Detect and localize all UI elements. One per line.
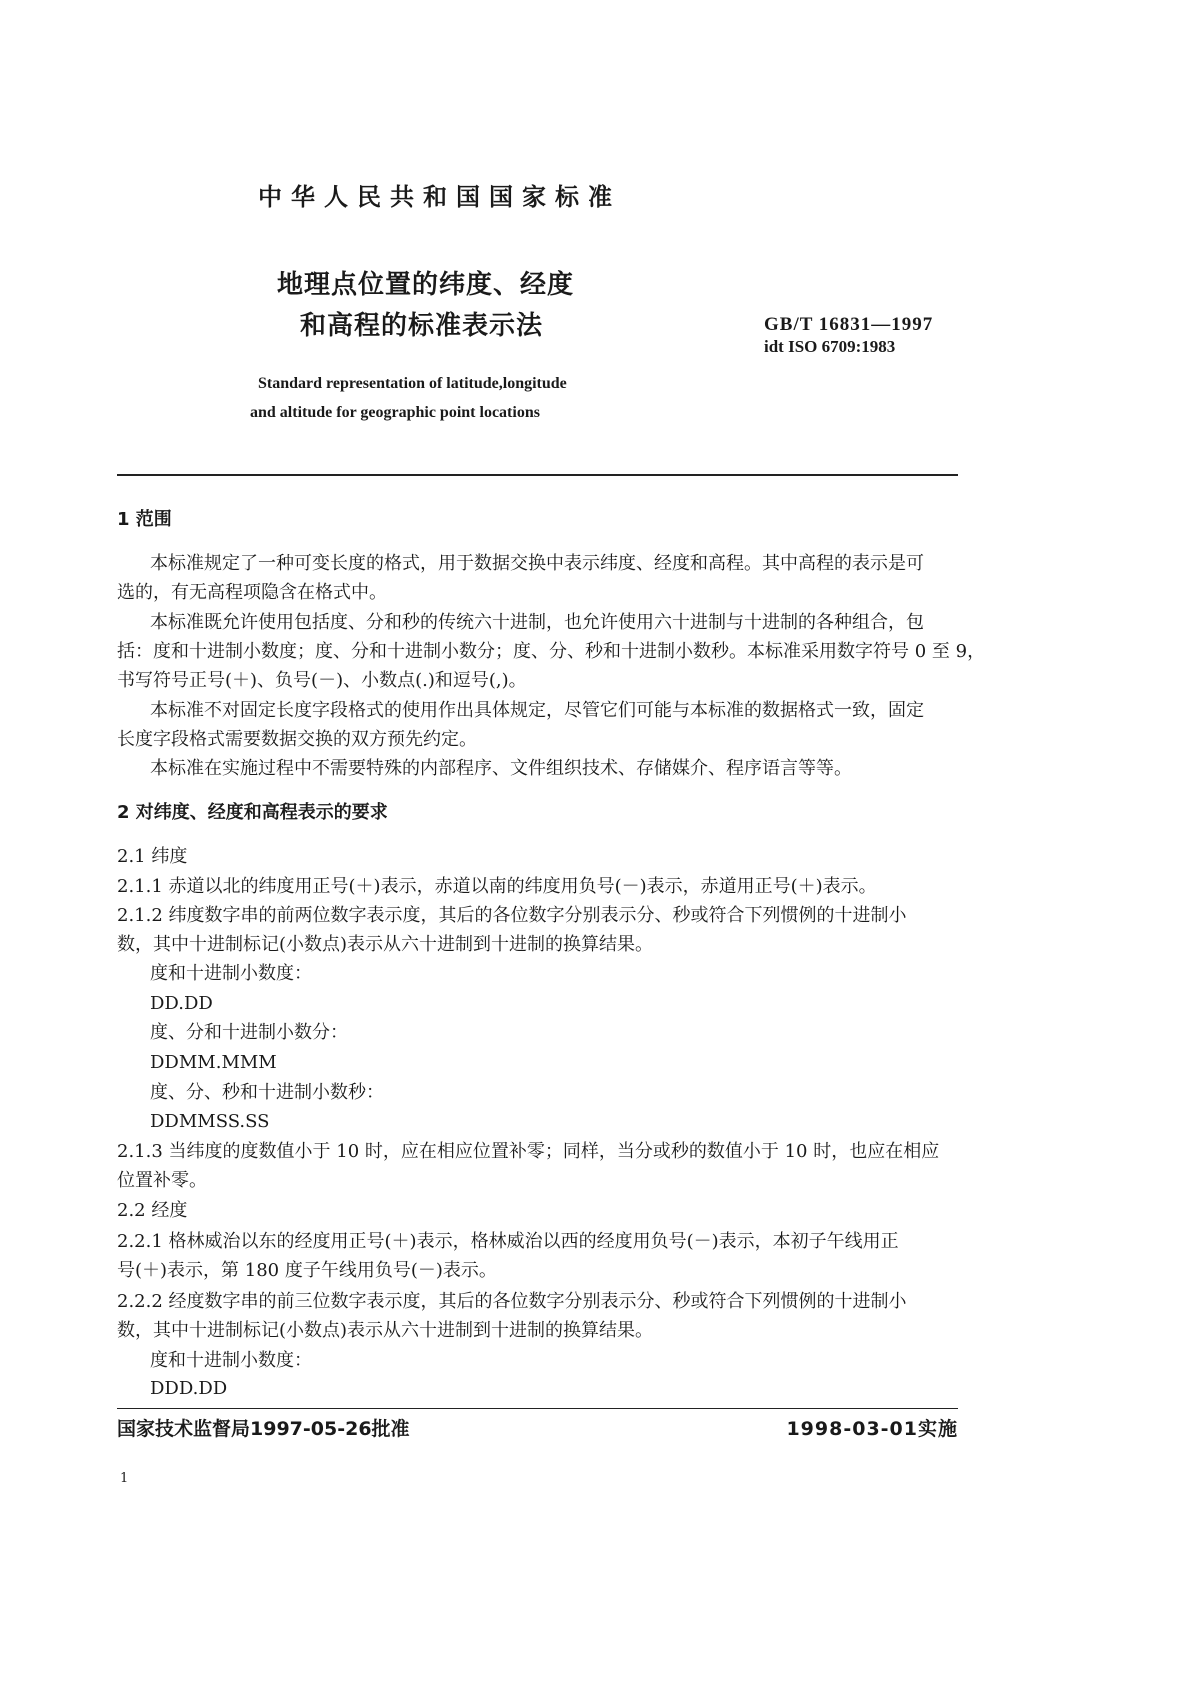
paragraph-line: 长度字段格式需要数据交换的双方预先约定。	[117, 729, 477, 750]
title-cn-line1: 地理点位置的纬度、经度	[277, 270, 575, 300]
footer-divider	[117, 1408, 958, 1409]
format-pattern: DDMMSS.SS	[150, 1111, 270, 1132]
title-cn-line2: 和高程的标准表示法	[300, 311, 544, 341]
format-label: 度、分和十进制小数分：	[150, 1022, 348, 1043]
clause-2-1-1: 2.1.1 赤道以北的纬度用正号(＋)表示，赤道以南的纬度用负号(－)表示，赤道用正号(＋)表示。	[117, 876, 877, 897]
national-standard-header: 中华人民共和国国家标准	[258, 183, 621, 211]
approval-date: 国家技术监督局1997-05-26批准	[117, 1418, 410, 1440]
standard-code: GB/T 16831—1997	[764, 314, 934, 335]
title-en-line2: and altitude for geographic point locations	[250, 404, 540, 421]
clause-2-1-2: 2.1.2 纬度数字串的前两位数字表示度，其后的各位数字分别表示分、秒或符合下列惯例的十进制小	[117, 905, 907, 926]
paragraph-line: 本标准规定了一种可变长度的格式，用于数据交换中表示纬度、经度和高程。其中高程的表示是可	[150, 553, 924, 574]
clause-2-1-3-cont: 位置补零。	[117, 1170, 207, 1191]
section-1-heading: 1 范围	[117, 509, 172, 530]
paragraph-line: 本标准不对固定长度字段格式的使用作出具体规定，尽管它们可能与本标准的数据格式一致，固定	[150, 700, 924, 721]
paragraph-line: 书写符号正号(＋)、负号(－)、小数点(.)和逗号(,)。	[117, 670, 527, 691]
clause-2-2-1-cont: 号(＋)表示，第 180 度子午线用负号(－)表示。	[117, 1260, 497, 1281]
subsection-2-1: 2.1 纬度	[117, 846, 188, 867]
clause-2-2-1: 2.2.1 格林威治以东的经度用正号(＋)表示，格林威治以西的经度用负号(－)表示，本初子午线用正	[117, 1231, 899, 1252]
section-2-heading: 2 对纬度、经度和高程表示的要求	[117, 802, 388, 823]
effective-date: 1998-03-01实施	[786, 1418, 958, 1440]
header-divider	[117, 474, 958, 476]
clause-2-2-2-cont: 数，其中十进制标记(小数点)表示从六十进制到十进制的换算结果。	[117, 1320, 654, 1341]
paragraph-line: 本标准在实施过程中不需要特殊的内部程序、文件组织技术、存储媒介、程序语言等等。	[150, 758, 852, 779]
clause-2-2-2: 2.2.2 经度数字串的前三位数字表示度，其后的各位数字分别表示分、秒或符合下列惯例的十进制小	[117, 1291, 907, 1312]
format-pattern: DDD.DD	[150, 1378, 228, 1399]
iso-identity: idt ISO 6709:1983	[764, 337, 896, 356]
page-number: 1	[120, 1471, 129, 1486]
title-en-line1: Standard representation of latitude,longitude	[258, 375, 567, 392]
paragraph-line: 本标准既允许使用包括度、分和秒的传统六十进制，也允许使用六十进制与十进制的各种组合，包	[150, 612, 924, 633]
format-label: 度和十进制小数度：	[150, 963, 312, 984]
format-pattern: DDMM.MMM	[150, 1052, 277, 1073]
paragraph-line: 括：度和十进制小数度；度、分和十进制小数分；度、分、秒和十进制小数秒。本标准采用数字符号 0 至 9，	[117, 641, 986, 662]
clause-2-1-3: 2.1.3 当纬度的度数值小于 10 时，应在相应位置补零；同样，当分或秒的数值小于 10 时，也应在相应	[117, 1141, 940, 1162]
format-label: 度、分、秒和十进制小数秒：	[150, 1082, 384, 1103]
format-label: 度和十进制小数度：	[150, 1350, 312, 1371]
format-pattern: DD.DD	[150, 993, 213, 1014]
subsection-2-2: 2.2 经度	[117, 1200, 188, 1221]
clause-2-1-2-cont: 数，其中十进制标记(小数点)表示从六十进制到十进制的换算结果。	[117, 934, 654, 955]
paragraph-line: 选的，有无高程项隐含在格式中。	[117, 582, 387, 603]
